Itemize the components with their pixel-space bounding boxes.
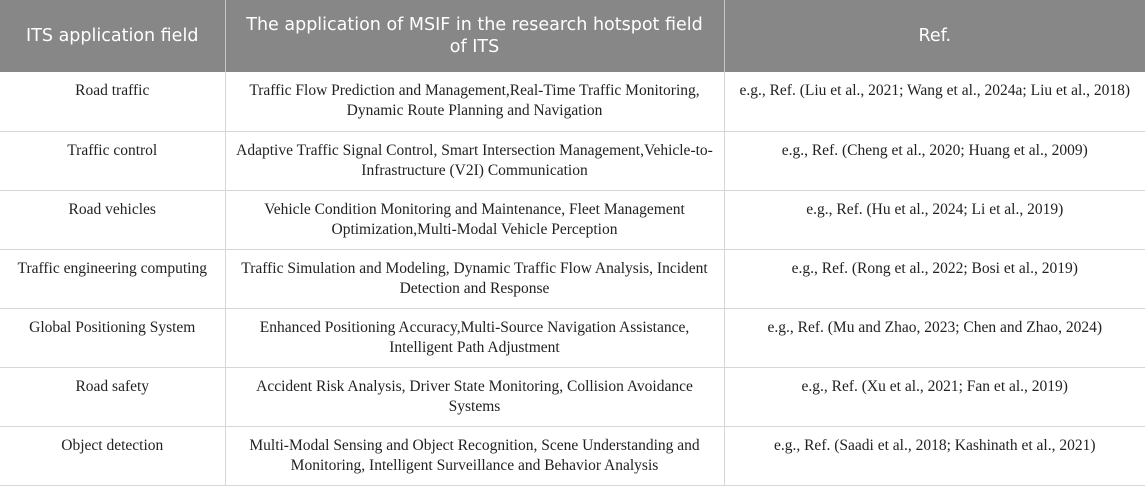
table-row xyxy=(0,426,1145,485)
cell-ref: e.g., Ref. (Saadi et al., 2018; Kashinath et al., 2021) xyxy=(724,426,1145,485)
cell-application: Enhanced Positioning Accuracy,Multi-Source Navigation Assistance, Intelligent Path Adjustment xyxy=(225,308,724,367)
cell-ref: e.g., Ref. (Liu et al., 2021; Wang et al., 2024a; Liu et al., 2018) xyxy=(724,72,1145,131)
cell-application: Multi-Modal Sensing and Object Recognition, Scene Understanding and Monitoring, Intelligent Surveillance and Behavior Analysis xyxy=(225,426,724,485)
table-row xyxy=(0,190,1145,249)
table-row xyxy=(0,72,1145,131)
cell-field: Traffic control xyxy=(0,131,225,190)
cell-ref: e.g., Ref. (Cheng et al., 2020; Huang et al., 2009) xyxy=(724,131,1145,190)
header-its-application-field: ITS application field xyxy=(0,0,225,72)
cell-application: Traffic Simulation and Modeling, Dynamic Traffic Flow Analysis, Incident Detection and Response xyxy=(225,249,724,308)
table-row xyxy=(0,249,1145,308)
cell-field: Traffic engineering computing xyxy=(0,249,225,308)
table-header-row xyxy=(0,0,1145,72)
cell-field: Road safety xyxy=(0,367,225,426)
cell-ref: e.g., Ref. (Rong et al., 2022; Bosi et al., 2019) xyxy=(724,249,1145,308)
cell-field: Road vehicles xyxy=(0,190,225,249)
cell-application: Traffic Flow Prediction and Management,Real-Time Traffic Monitoring, Dynamic Route Planning and Navigation xyxy=(225,72,724,131)
cell-field: Road traffic xyxy=(0,72,225,131)
cell-application: Accident Risk Analysis, Driver State Monitoring, Collision Avoidance Systems xyxy=(225,367,724,426)
cell-ref: e.g., Ref. (Xu et al., 2021; Fan et al., 2019) xyxy=(724,367,1145,426)
cell-field: Object detection xyxy=(0,426,225,485)
cell-application: Vehicle Condition Monitoring and Maintenance, Fleet Management Optimization,Multi-Modal Vehicle Perception xyxy=(225,190,724,249)
header-msif-application: The application of MSIF in the research hotspot field of ITS xyxy=(225,0,724,72)
table-row xyxy=(0,367,1145,426)
cell-ref: e.g., Ref. (Mu and Zhao, 2023; Chen and Zhao, 2024) xyxy=(724,308,1145,367)
table-row xyxy=(0,308,1145,367)
cell-field: Global Positioning System xyxy=(0,308,225,367)
cell-application: Adaptive Traffic Signal Control, Smart Intersection Management,Vehicle-to-Infrastructure (V2I) Communication xyxy=(225,131,724,190)
header-ref: Ref. xyxy=(724,0,1145,72)
cell-ref: e.g., Ref. (Hu et al., 2024; Li et al., 2019) xyxy=(724,190,1145,249)
table-row xyxy=(0,131,1145,190)
